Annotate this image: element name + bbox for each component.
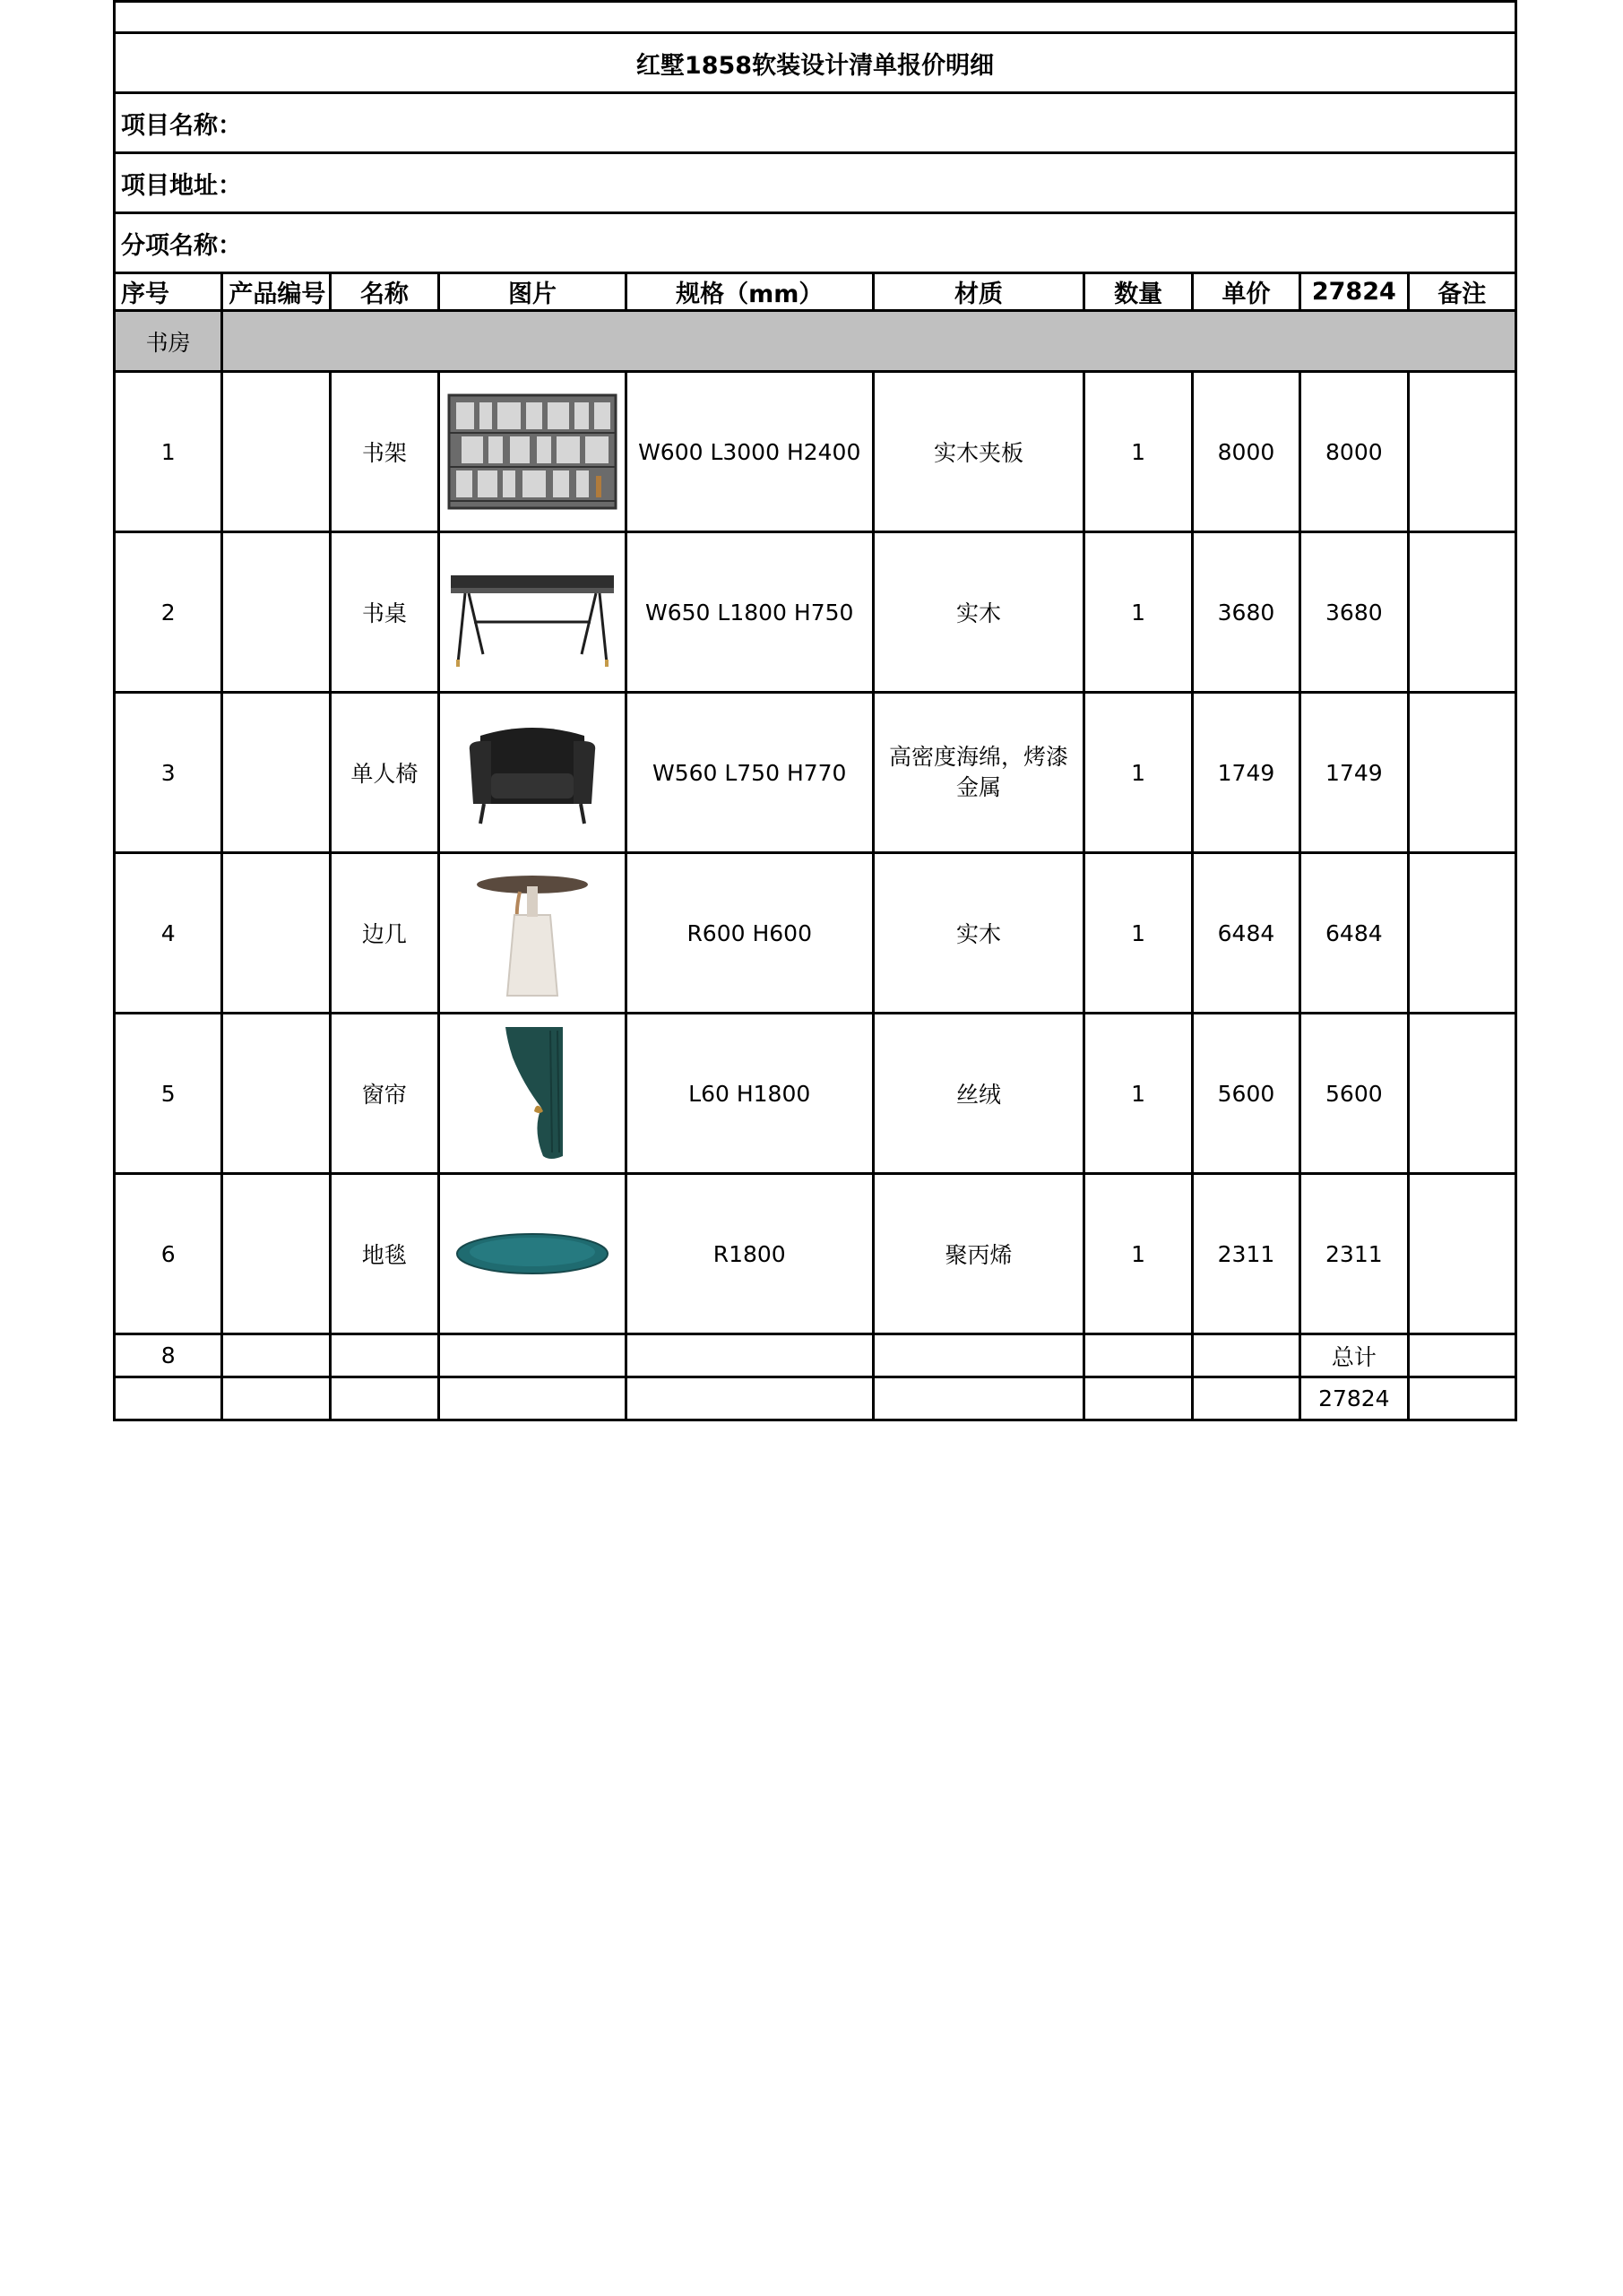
row-spec: L60 H1800 (626, 1014, 873, 1174)
section-fill (222, 311, 1516, 372)
row-name: 书架 (330, 372, 438, 532)
rug-icon (452, 1222, 613, 1285)
row-total: 6484 (1300, 853, 1408, 1014)
header-image: 图片 (439, 273, 626, 311)
row-no: 1 (115, 372, 222, 532)
page-title: 红墅1858软装设计清单报价明细 (115, 33, 1516, 93)
row-note (1408, 693, 1515, 853)
row-price: 8000 (1192, 372, 1299, 532)
row-no: 2 (115, 532, 222, 693)
row-spec: W600 L3000 H2400 (626, 372, 873, 532)
bookshelf-icon (447, 393, 617, 510)
row-note (1408, 1014, 1515, 1174)
row-qty: 1 (1084, 693, 1192, 853)
row-code (222, 372, 330, 532)
row-material: 实木 (873, 853, 1084, 1014)
row-price: 5600 (1192, 1014, 1299, 1174)
sub-item-label: 分项名称： (115, 213, 1516, 273)
row-price: 3680 (1192, 532, 1299, 693)
row-spec: R600 H600 (626, 853, 873, 1014)
row-name: 书桌 (330, 532, 438, 693)
grand-total-row (115, 1377, 1516, 1420)
summary-count: 8 (115, 1334, 222, 1377)
curtain-icon (488, 1022, 577, 1165)
header-no: 序号 (115, 273, 222, 311)
summary-row (115, 1334, 1516, 1377)
title-row (115, 33, 1516, 93)
table-row (115, 372, 1516, 532)
row-no: 6 (115, 1174, 222, 1334)
section-row (115, 311, 1516, 372)
row-note (1408, 1174, 1515, 1334)
row-name: 地毯 (330, 1174, 438, 1334)
row-image (439, 1174, 626, 1334)
row-code (222, 1014, 330, 1174)
side-table-icon (461, 861, 604, 1005)
sub-item-row (115, 213, 1516, 273)
row-name: 窗帘 (330, 1014, 438, 1174)
row-code (222, 693, 330, 853)
row-material: 丝绒 (873, 1014, 1084, 1174)
row-total: 2311 (1300, 1174, 1408, 1334)
row-qty: 1 (1084, 1174, 1192, 1334)
row-total: 1749 (1300, 693, 1408, 853)
grand-total-value: 27824 (1300, 1377, 1408, 1420)
row-name: 单人椅 (330, 693, 438, 853)
project-name-label: 项目名称： (115, 93, 1516, 153)
header-qty: 数量 (1084, 273, 1192, 311)
header-total: 27824 (1300, 273, 1408, 311)
row-total: 5600 (1300, 1014, 1408, 1174)
row-price: 1749 (1192, 693, 1299, 853)
table-row (115, 532, 1516, 693)
row-material: 聚丙烯 (873, 1174, 1084, 1334)
row-total: 8000 (1300, 372, 1408, 532)
row-total: 3680 (1300, 532, 1408, 693)
row-material: 实木夹板 (873, 372, 1084, 532)
row-material: 高密度海绵，烤漆金属 (873, 693, 1084, 853)
section-label: 书房 (115, 311, 222, 372)
row-name: 边几 (330, 853, 438, 1014)
project-address-label: 项目地址： (115, 153, 1516, 213)
row-spec: W650 L1800 H750 (626, 532, 873, 693)
total-label: 总计 (1300, 1334, 1408, 1377)
project-name-row (115, 93, 1516, 153)
row-image (439, 853, 626, 1014)
row-note (1408, 372, 1515, 532)
header-price: 单价 (1192, 273, 1299, 311)
row-code (222, 532, 330, 693)
header-row (115, 273, 1516, 311)
header-name: 名称 (330, 273, 438, 311)
header-code: 产品编号 (222, 273, 330, 311)
row-no: 5 (115, 1014, 222, 1174)
row-qty: 1 (1084, 532, 1192, 693)
row-image (439, 693, 626, 853)
row-qty: 1 (1084, 1014, 1192, 1174)
quotation-table (113, 0, 1517, 1421)
row-material: 实木 (873, 532, 1084, 693)
header-note: 备注 (1408, 273, 1515, 311)
row-price: 2311 (1192, 1174, 1299, 1334)
row-image (439, 372, 626, 532)
row-image (439, 532, 626, 693)
top-blank-row (115, 2, 1516, 33)
table-row (115, 1014, 1516, 1174)
header-spec: 规格（mm） (626, 273, 873, 311)
row-spec: W560 L750 H770 (626, 693, 873, 853)
row-spec: R1800 (626, 1174, 873, 1334)
row-qty: 1 (1084, 372, 1192, 532)
row-note (1408, 532, 1515, 693)
table-row (115, 853, 1516, 1014)
row-price: 6484 (1192, 853, 1299, 1014)
desk-icon (447, 554, 617, 670)
row-no: 4 (115, 853, 222, 1014)
row-code (222, 1174, 330, 1334)
table-row (115, 693, 1516, 853)
header-material: 材质 (873, 273, 1084, 311)
row-qty: 1 (1084, 853, 1192, 1014)
row-no: 3 (115, 693, 222, 853)
row-code (222, 853, 330, 1014)
row-note (1408, 853, 1515, 1014)
row-image (439, 1014, 626, 1174)
project-address-row (115, 153, 1516, 213)
table-row (115, 1174, 1516, 1334)
armchair-icon (461, 714, 604, 831)
